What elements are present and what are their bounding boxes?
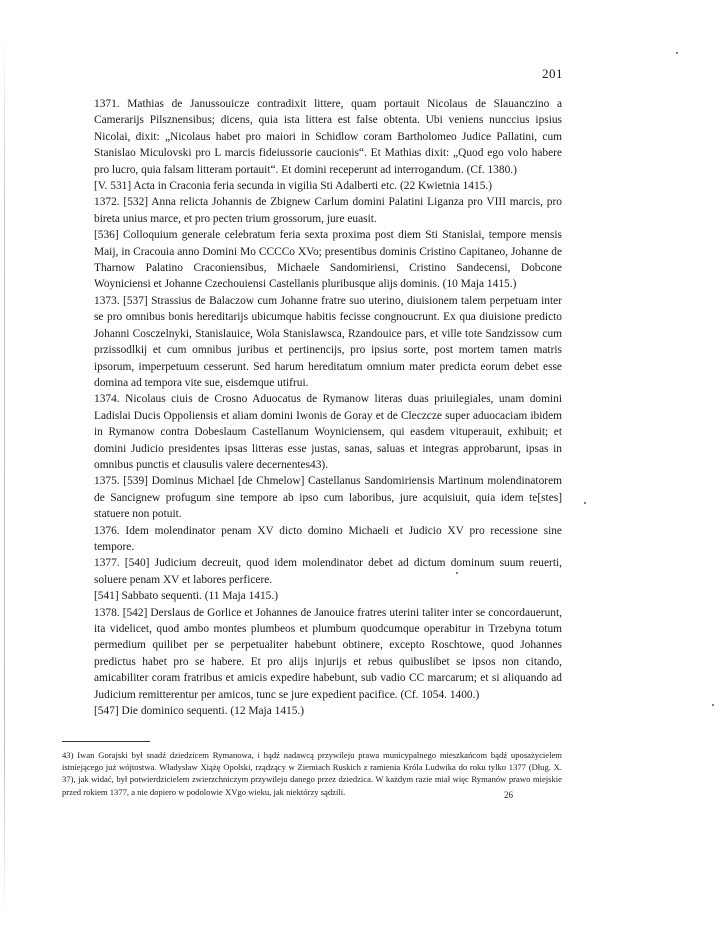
- footnote-divider: [62, 741, 150, 742]
- colloquium-heading-536: [536] Colloquium generale celebratum feria sexta proxima post diem Sti Stanislai, tempore mensis Maij, in Cracouia anno Domini Mo CCCCo XVo; presentibus dominis Cristino Capitaneo, Johanne de Tharnow Palatino Craconiensibus, Michaele Sandomiriensi, Cristino Sandecensi, Dobcone Woyniciensi et Johanne Czechouiensi Castellanis pluribusque alijs dominis. (10 Maja 1415.): [94, 229, 562, 291]
- entry-1375: 1375. [539] Dominus Michael [de Chmelow] Castellanus Sandomiriensis Martinum molendinatorem de Sancignew profugum sine tempore ab ipso cum laboribus, jure acquisiuit, quia idem te[stes] statuere non potuit.: [94, 475, 562, 521]
- scan-speck: [584, 502, 586, 504]
- entry-1378: 1378. [542] Derslaus de Gorlice et Johannes de Janouice fratres uterini taliter inter se concordauerunt, ita videlicet, quod ambo montes plumbeos et plumbum quodcumque operabitur in Trzebyna totum permedium quilibet per se perpetualiter habebunt obtinere, excepto Roschtowe, quod Johannes predictus habet pro se habere. Et pro alijs injurijs et rebus quibuslibet se ipsos non citando, amicabiliter coram fratribus et amicis expedire habebunt, sub vadio CC marcarum; et si aliquando ad Judicium remitterentur per amicos, tunc se jure expedient pacifice. (Cf. 1054. 1400.): [94, 606, 562, 701]
- signature-mark: 26: [504, 790, 513, 800]
- body-text: [94, 96, 562, 719]
- entry-1376: 1376. Idem molendinator penam XV dicto domino Michaeli et Judicio XV pro recessione sine tempore.: [94, 524, 562, 553]
- session-heading-531: [V. 531] Acta in Craconia feria secunda in vigilia Sti Adalberti etc. (22 Kwietnia 1415.): [94, 180, 493, 193]
- entry-1372: 1372. [532] Anna relicta Johannis de Zbignew Carlum domini Palatini Liganza pro VIII marcis, pro bireta unius marce, et pro pecten trium grossorum, jure euasit.: [94, 196, 562, 225]
- footnote-43: 43) Iwan Gorajski był snadź dziedzicem Rymanowa, i bądź nadawcą przywileju prawa municypalnego mieszkańcom bądź uposażycielem istniejącego już wójtostwa. Władysław Xiążę Opolski, rządzący w Ziemiach Ruskich z ramienia Króla Ludwika do roku tylko 1377 (Dług. X. 37), jak widać, był potwierdzicielem zwierzchniczym przywileju danego przez dziedzica. W każdym razie miał więc Rymanów prawo miejskie przed rokiem 1377, a nie dopiero w podolowie XVgo wieku, jak niektórzy sądzili.: [62, 750, 562, 797]
- scan-speck: [712, 704, 714, 706]
- session-heading-541: [541] Sabbato sequenti. (11 Maja 1415.): [94, 590, 279, 603]
- entry-1373: 1373. [537] Strassius de Balaczow cum Johanne fratre suo uterino, diuisionem talem perpetuam inter se pro omnibus bonis hereditarijs ubicumque habitis fecisse congnoucrunt. Ex qua diuisione predicto Johanni Cosczelnyki, Stanislauice, Wola Stanislawsca, Rzandouice pars, et ville tote Sandzissow cum przissodlkij et cum omnibus juribus et pertinencijs, pro ipsius sorte, post mortem tamen matris ipsorum, imperpetuum cesserunt. Sed harum hereditatum omnium mater predicta eorum debet esse domina ad tempora vite sue, eisdemque utifrui.: [94, 294, 562, 389]
- scan-speck: [676, 52, 678, 54]
- session-heading-547: [547] Die dominico sequenti. (12 Maja 1415.): [94, 705, 305, 718]
- scan-speck: [456, 572, 458, 574]
- entry-1377: 1377. [540] Judicium decreuit, quod idem molendinator debet ad dictum dominum suum reuerti, soluere penam XV et labores perficere.: [94, 557, 562, 586]
- scan-edge: [4, 30, 5, 920]
- entry-1371: 1371. Mathias de Janussouicze contradixit littere, quam portauit Nicolaus de Slauanczino a Camerarijs Pilsznensibus; dicens, quia ista littera est false obtenta. Ubi veniens nunccius ipsius Nicolai, dixit: „Nicolaus habet pro maiori in Schidlow coram Bartholomeo Judice Pallatini, cum Stanislao Miculovski pro L marcis fideiussorie caucionis“. Et Mathias dixit: „Quod ego volo habere pro lucro, quia falsam litteram portauit“. Et domini receperunt ad interrogandum. (Cf. 1380.): [94, 98, 562, 176]
- entry-1374: 1374. Nicolaus ciuis de Crosno Aduocatus de Rymanow literas duas priuilegiales, unam domini Ladislai Ducis Oppoliensis et aliam domini Iwonis de Goray et de Cleczcze super aduocaciam ibidem in Rymanow contra Dobeslaum Castellanum Woyniciensem, qui easdem vituperauit, exhibuit; et domini Judicio presidentes ipsas litteras esse justas, sanas, saluas et integras approbarunt, ipsas in omnibus punctis et clausulis valere decernentes43).: [94, 393, 562, 471]
- page-number: 201: [542, 66, 563, 81]
